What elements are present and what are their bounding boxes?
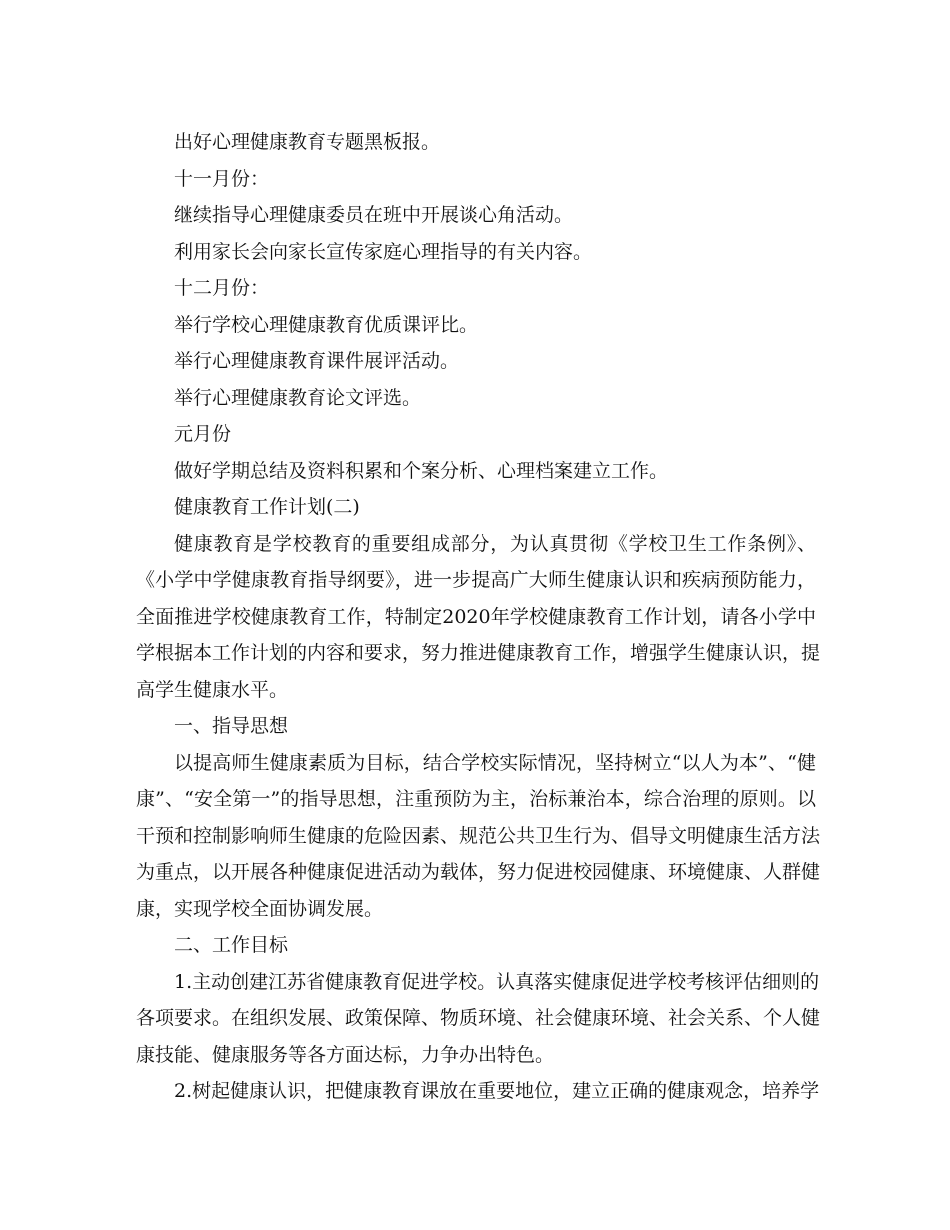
paragraph-line: 《小学中学健康教育指导纲要》，进一步提高广大师生健康认识和疾病预防能力，: [136, 569, 816, 591]
text-line: 出好心理健康教育专题黑板报。: [174, 131, 441, 153]
month-heading-december: 十二月份：: [174, 277, 270, 299]
goal-item-1: [136, 964, 821, 1074]
paragraph-line: 康，实现学校全面协调发展。: [136, 897, 384, 920]
guiding-ideology-paragraph: [136, 745, 821, 928]
intro-paragraph: [136, 526, 821, 709]
paragraph-line: 全面推进学校健康教育工作，特制定2020年学校健康教育工作计划，请各小学中: [136, 605, 816, 628]
text-line: 做好学期总结及资料积累和个案分析、心理档案建立工作。: [174, 459, 669, 482]
text-line: 继续指导心理健康委员在班中开展谈心角活动。: [174, 204, 574, 226]
text-line: 利用家长会向家长宣传家庭心理指导的有关内容。: [174, 240, 593, 263]
paragraph-line: 高学生健康水平。: [136, 678, 289, 701]
paragraph-line: 为重点，以开展各种健康促进活动为载体，努力促进校园健康、环境健康、人群健: [136, 861, 821, 883]
paragraph-line: 康技能、健康服务等各方面达标，力争办出特色。: [136, 1043, 555, 1066]
document-section-title: 健康教育工作计划(二): [174, 496, 360, 518]
month-heading-january: 元月份: [174, 423, 232, 445]
goal-item-2: [136, 1073, 820, 1110]
text-line: 举行心理健康教育课件展评活动。: [174, 350, 460, 372]
paragraph-line: 康”、“安全第一”的指导思想，注重预防为主，治标兼治本，综合治理的原则。以: [136, 788, 816, 810]
paragraph-line: 2.树起健康认识，把健康教育课放在重要地位，建立正确的健康观念，培养学: [174, 1080, 820, 1102]
paragraph-line: 健康教育是学校教育的重要组成部分，为认真贯彻《学校卫生工作条例》、: [174, 532, 816, 555]
section-heading-guiding-ideology: 一、指导思想: [174, 715, 289, 737]
paragraph-line: 1.主动创建江苏省健康教育促进学校。认真落实健康促进学校考核评估细则的: [174, 970, 820, 993]
document-body: [136, 124, 821, 1110]
paragraph-line: 干预和控制影响师生健康的危险因素、规范公共卫生行为、倡导文明健康生活方法: [136, 824, 821, 847]
text-line: 举行学校心理健康教育优质课评比。: [174, 313, 479, 336]
section-heading-work-goals: 二、工作目标: [174, 934, 289, 956]
paragraph-line: 以提高师生健康素质为目标，结合学校实际情况，坚持树立“以人为本”、“健: [174, 751, 816, 774]
month-heading-november: 十一月份：: [174, 167, 270, 190]
paragraph-line: 学根据本工作计划的内容和要求，努力推进健康教育工作，增强学生健康认识，提: [136, 642, 821, 664]
paragraph-line: 各项要求。在组织发展、政策保障、物质环境、社会健康环境、社会关系、个人健: [136, 1007, 821, 1029]
text-line: 举行心理健康教育论文评选。: [174, 386, 422, 409]
